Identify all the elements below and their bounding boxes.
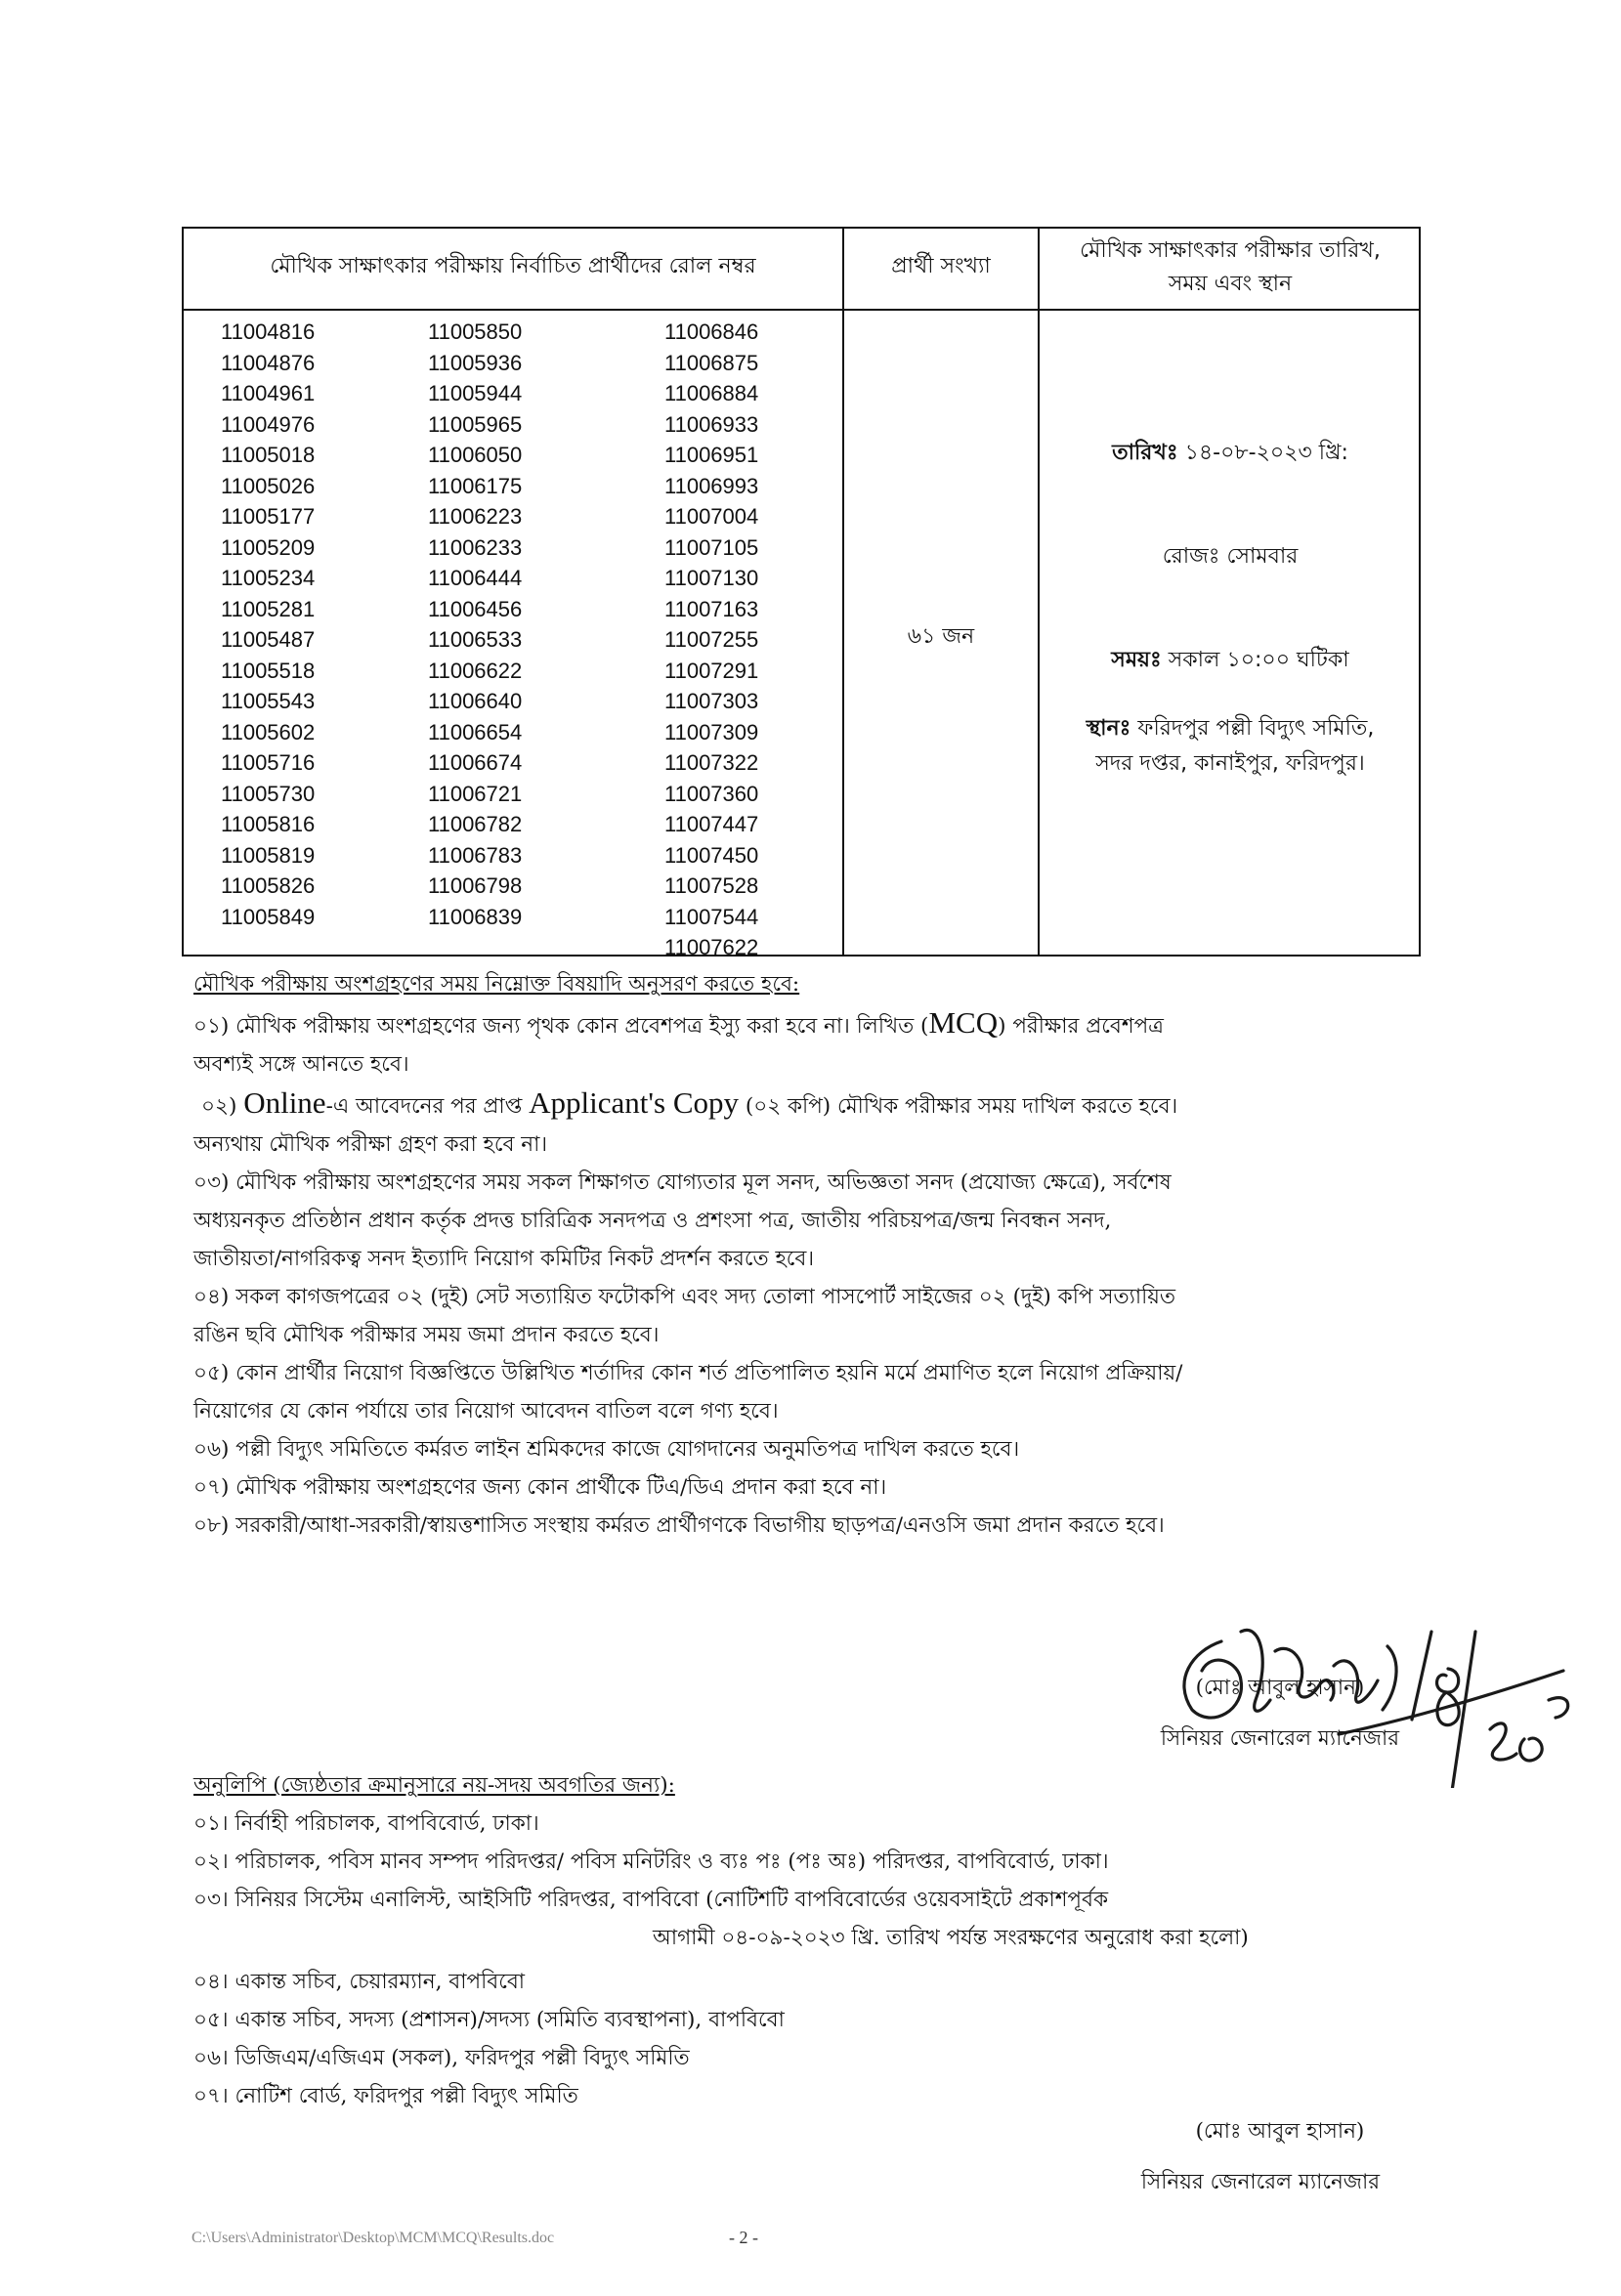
date-value: ১৪-০৮-২০২৩ খ্রি: <box>1184 441 1348 465</box>
roll-number: 11004876 <box>221 350 316 375</box>
mcq-text: MCQ <box>928 1005 999 1040</box>
time-label: সময়ঃ <box>1111 648 1162 672</box>
roll-number: 11005177 <box>221 504 316 529</box>
instruction-text: ০১) মৌখিক পরীক্ষায় অংশগ্রহণের জন্য পৃথক কোন প্রবেশপত্র ইস্যু করা হবে না। লিখিত ( <box>193 1014 929 1039</box>
roll-number: 11005816 <box>221 812 316 836</box>
roll-number: 11007255 <box>664 627 759 652</box>
copy-to-item-6: ০৬। ডিজিএম/এজিএম (সকল), ফরিদপুর পল্লী বিদ্যুৎ সমিতি <box>193 2046 690 2070</box>
roll-number: 11005716 <box>221 750 316 775</box>
roll-number: 11007309 <box>664 719 759 744</box>
roll-number: 11005826 <box>221 873 316 898</box>
roll-number: 11005819 <box>221 842 316 868</box>
copy-to-item-2: ০২। পরিচালক, পবিস মানব সম্পদ পরিদপ্তর/ পবিস মনিটরিং ও ব্যঃ পঃ (পঃ অঃ) পরিদপ্তর, বাপবিবোর্ড, ঢাকা। <box>193 1850 1109 1874</box>
footer-file-path: C:\Users\Administrator\Desktop\MCM\MCQ\Results.doc <box>192 2230 555 2246</box>
header-candidate-count: প্রার্থী সংখ্যা <box>891 254 991 278</box>
header-schedule-line2: সময় এবং স্থান <box>1168 272 1293 296</box>
instruction-5-line2: নিয়োগের যে কোন পর্যায়ে তার নিয়োগ আবেদন বাতিল বলে গণ্য হবে। <box>193 1399 779 1424</box>
roll-number: 11004961 <box>221 381 316 405</box>
roll-number: 11006839 <box>428 904 523 929</box>
roll-number: 11006782 <box>428 812 523 836</box>
roll-number: 11007528 <box>664 873 759 898</box>
roll-number: 11004976 <box>221 411 316 437</box>
roll-number: 11006933 <box>664 411 759 437</box>
instructions-section <box>193 965 1425 1545</box>
signatory-name-1: (মোঃ আবুল হাসান) <box>1195 1676 1365 1700</box>
signatory-title-2: সিনিয়র জেনারেল ম্যানেজার <box>1140 2170 1381 2194</box>
roll-number: 11006783 <box>428 842 523 868</box>
roll-number: 11006050 <box>428 443 523 467</box>
copy-to-item-4: ০৪। একান্ত সচিব, চেয়ারম্যান, বাপবিবো <box>193 1970 526 1994</box>
copy-to-item-3-line2: আগামী ০৪-০৯-২০২৩ খ্রি. তারিখ পর্যন্ত সংরক্ষণের অনুরোধ করা হলো) <box>653 1926 1249 1950</box>
interview-place <box>1040 711 1421 782</box>
interview-day: রোজঃ সোমবার <box>1162 544 1299 569</box>
instruction-2-line2: অন্যথায় মৌখিক পরীক্ষা গ্রহণ করা হবে না। <box>193 1132 548 1157</box>
instruction-1-line2: অবশ্যই সঙ্গে আনতে হবে। <box>193 1052 409 1077</box>
roll-number: 11006654 <box>428 719 523 744</box>
signatory-name-2: (মোঃ আবুল হাসান) <box>1195 2119 1365 2144</box>
instruction-text: ০২) <box>201 1094 244 1119</box>
instruction-3-line3: জাতীয়তা/নাগরিকত্ব সনদ ইত্যাদি নিয়োগ কমিটির নিকট প্রদর্শন করতে হবে। <box>193 1247 815 1271</box>
applicant-copy-text: Applicant's Copy <box>529 1085 739 1120</box>
roll-number: 11007622 <box>664 935 759 959</box>
roll-number: 11005965 <box>428 411 523 437</box>
instruction-6: ০৬) পল্লী বিদ্যুৎ সমিতিতে কর্মরত লাইন শ্রমিকদের কাজে যোগদানের অনুমতিপত্র দাখিল করতে হবে। <box>193 1437 1020 1462</box>
roll-number: 11006456 <box>428 596 523 621</box>
copy-to-item-1: ০১। নির্বাহী পরিচালক, বাপবিবোর্ড, ঢাকা। <box>193 1811 539 1836</box>
instruction-5-line1: ০৫) কোন প্রার্থীর নিয়োগ বিজ্ঞপ্তিতে উল্লিখিত শর্তাদির কোন শর্ত প্রতিপালিত হয়নি মর্মে প্রমাণিত হলে নিয়োগ প্রক্রিয়ায়/ <box>193 1361 1183 1385</box>
roll-number: 11006640 <box>428 689 523 713</box>
roll-number: 11005518 <box>221 658 316 683</box>
roll-number: 11005018 <box>221 443 316 467</box>
page-number: - 2 - <box>729 2228 758 2247</box>
instruction-8: ০৮) সরকারী/আধা-সরকারী/স্বায়ত্তশাসিত সংস্থায় কর্মরত প্রার্থীগণকে বিভাগীয় ছাড়পত্র/এনওসি জমা প্রদান করতে হবে। <box>193 1513 1165 1538</box>
roll-number: 11007360 <box>664 781 759 806</box>
roll-number: 11006721 <box>428 781 523 806</box>
interview-time <box>1040 643 1421 678</box>
place-value-line2: সদর দপ্তর, কানাইপুর, ফরিদপুর। <box>1095 751 1365 776</box>
roll-number: 11006993 <box>664 473 759 498</box>
table-divider <box>1038 229 1040 955</box>
roll-number: 11005543 <box>221 689 316 713</box>
roll-number: 11006846 <box>664 319 759 344</box>
roll-number: 11007291 <box>664 658 759 683</box>
instruction-4-line2: রঙিন ছবি মৌখিক পরীক্ষার সময় জমা প্রদান করতে হবে। <box>193 1323 660 1347</box>
roll-number: 11007163 <box>664 596 759 621</box>
roll-number: 11006233 <box>428 534 523 560</box>
roll-number: 11007004 <box>664 504 759 529</box>
roll-number: 11005487 <box>221 627 316 652</box>
roll-column-3 <box>664 317 758 963</box>
roll-number: 11007130 <box>664 566 759 590</box>
interview-date <box>1040 436 1421 471</box>
roll-number: 11005730 <box>221 781 316 806</box>
place-label: স্থানঃ <box>1086 716 1131 741</box>
instruction-7: ০৭) মৌখিক পরীক্ষায় অংশগ্রহণের জন্য কোন প্রার্থীকে টিএ/ডিএ প্রদান করা হবে না। <box>193 1475 887 1500</box>
roll-number: 11007322 <box>664 750 759 775</box>
roll-number: 11006175 <box>428 473 523 498</box>
table-header-divider <box>184 309 1419 311</box>
roll-number: 11007450 <box>664 842 759 868</box>
roll-number: 11005602 <box>221 719 316 744</box>
copy-to-item-5: ০৫। একান্ত সচিব, সদস্য (প্রশাসন)/সদস্য (সমিতি ব্যবস্থাপনা), বাপবিবো <box>193 2008 785 2032</box>
roll-number: 11005936 <box>428 350 523 375</box>
roll-number: 11006884 <box>664 381 759 405</box>
candidate-count: ৬১ জন <box>907 624 975 649</box>
copy-to-heading: অনুলিপি (জ্যেষ্ঠতার ক্রমানুসারে নয়-সদয় অবগতির জন্য): <box>193 1773 675 1798</box>
candidates-table <box>182 227 1421 957</box>
roll-number: 11005209 <box>221 534 316 560</box>
roll-number: 11006798 <box>428 873 523 898</box>
roll-number: 11007303 <box>664 689 759 713</box>
instruction-4-line1: ০৪) সকল কাগজপত্রের ০২ (দুই) সেট সত্যায়িত ফটোকপি এবং সদ্য তোলা পাসপোর্ট সাইজের ০২ (দুই) কপি সত্যায়িত <box>193 1285 1176 1309</box>
time-value: সকাল ১০:০০ ঘটিকা <box>1168 648 1349 672</box>
signatory-title-1: সিনিয়র জেনারেল ম্যানেজার <box>1160 1726 1400 1751</box>
header-roll-numbers: মৌখিক সাক্ষাৎকার পরীক্ষায় নির্বাচিত প্রার্থীদের রোল নম্বর <box>270 254 756 278</box>
roll-number: 11006444 <box>428 566 523 590</box>
instruction-3-line1: ০৩) মৌখিক পরীক্ষায় অংশগ্রহণের সময় সকল শিক্ষাগত যোগ্যতার মূল সনদ, অভিজ্ঞতা সনদ (প্রযোজ্য ক্ষেত্রে), সর্বশেষ <box>193 1170 1172 1195</box>
roll-number: 11006533 <box>428 627 523 652</box>
instruction-text: -এ আবেদনের পর প্রাপ্ত <box>325 1094 530 1119</box>
roll-number: 11004816 <box>221 319 316 344</box>
place-value-line1: ফরিদপুর পল্লী বিদ্যুৎ সমিতি, <box>1137 716 1375 741</box>
roll-number: 11005850 <box>428 319 523 344</box>
instruction-1-line1 <box>193 1003 1425 1045</box>
roll-number: 11006951 <box>664 443 759 467</box>
roll-number: 11007447 <box>664 812 759 836</box>
online-text: Online <box>243 1085 326 1120</box>
copy-to-item-3-line1: ০৩। সিনিয়র সিস্টেম এনালিস্ট, আইসিটি পরিদপ্তর, বাপবিবো (নোটিশটি বাপবিবোর্ডের ওয়েবসাইটে প্রকাশপূর্বক <box>193 1888 1109 1912</box>
roll-number: 11007544 <box>664 904 759 929</box>
roll-number: 11006622 <box>428 658 523 683</box>
copy-to-section <box>193 1766 1425 2115</box>
roll-number: 11005944 <box>428 381 523 405</box>
instruction-text: ) পরীক্ষার প্রবেশপত্র <box>998 1014 1164 1039</box>
roll-number: 11006223 <box>428 504 523 529</box>
roll-column-1 <box>221 317 315 932</box>
instructions-heading: মৌখিক পরীক্ষায় অংশগ্রহণের সময় নিম্নোক্ত বিষয়াদি অনুসরণ করতে হবে: <box>193 972 800 997</box>
instruction-text: (০২ কপি) মৌখিক পরীক্ষার সময় দাখিল করতে হবে। <box>739 1094 1178 1119</box>
roll-number: 11006875 <box>664 350 759 375</box>
date-label: তারিখঃ <box>1112 441 1178 465</box>
roll-number: 11005026 <box>221 473 316 498</box>
roll-column-2 <box>428 317 522 932</box>
instruction-2-line1 <box>193 1084 1425 1126</box>
roll-number: 11006674 <box>428 750 523 775</box>
copy-to-item-7: ০৭। নোটিশ বোর্ড, ফরিদপুর পল্লী বিদ্যুৎ সমিতি <box>193 2084 578 2108</box>
table-divider <box>842 229 844 955</box>
roll-number: 11005234 <box>221 566 316 590</box>
roll-number: 11005281 <box>221 596 316 621</box>
header-schedule-line1: মৌখিক সাক্ষাৎকার পরীক্ষার তারিখ, <box>1080 238 1381 263</box>
roll-number: 11005849 <box>221 904 316 929</box>
roll-number: 11007105 <box>664 534 759 560</box>
instruction-3-line2: অধ্যয়নকৃত প্রতিষ্ঠান প্রধান কর্তৃক প্রদত্ত চারিত্রিক সনদপত্র ও প্রশংসা পত্র, জাতীয় পরিচয়পত্র/জন্ম নিবন্ধন সনদ, <box>193 1209 1112 1233</box>
